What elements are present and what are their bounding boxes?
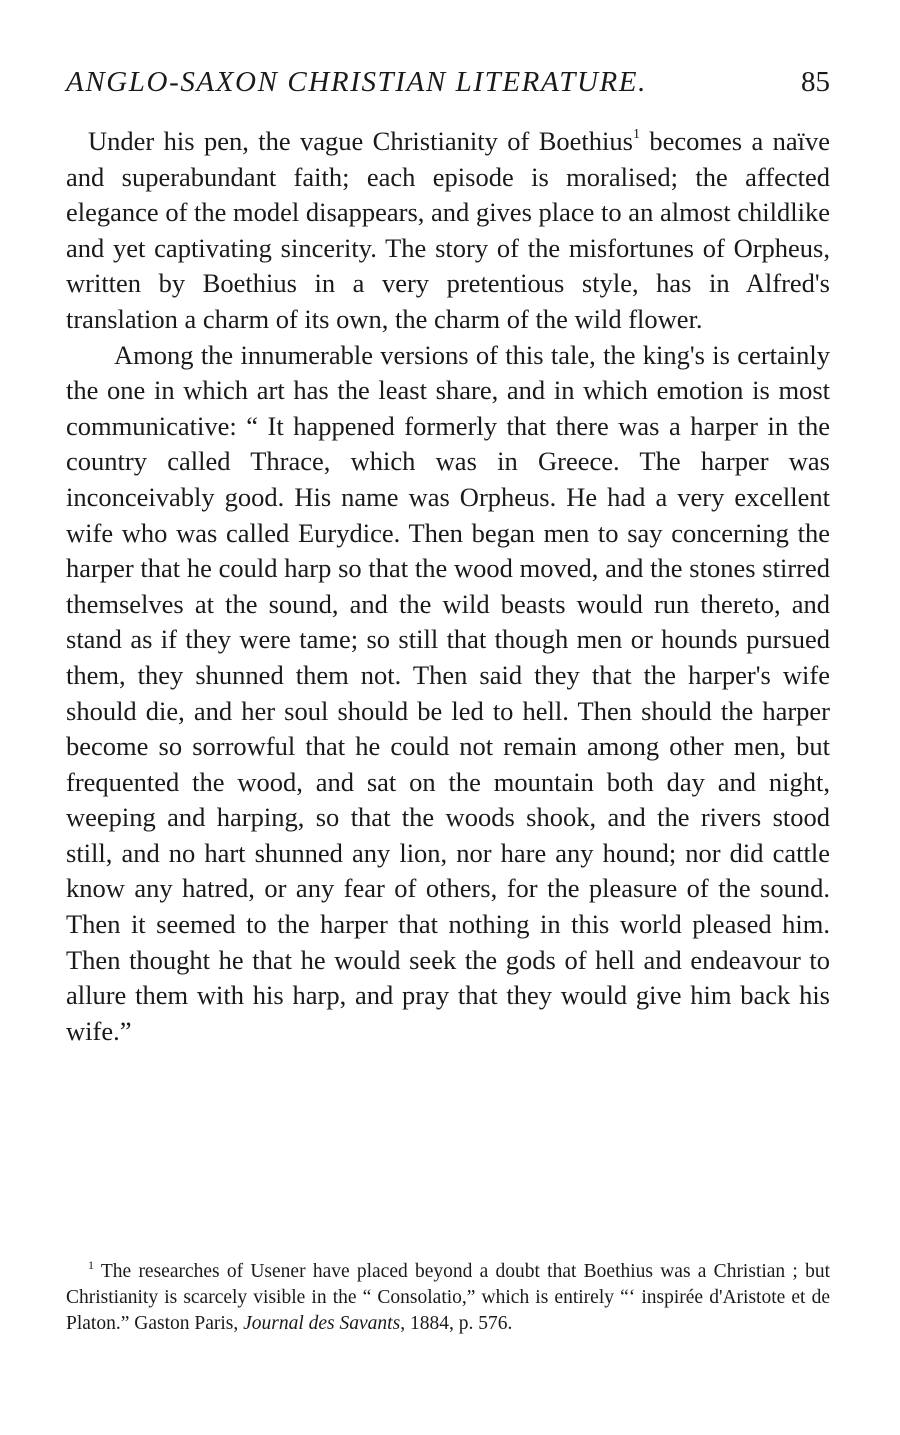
- footnote-paragraph: [66, 1259, 830, 1337]
- running-header: [66, 62, 830, 102]
- running-title: ANGLO-SAXON CHRISTIAN LITERATURE.: [66, 66, 647, 98]
- footnote-mark: 1: [88, 1258, 94, 1272]
- paragraph-orpheus: Among the innumerable versions of this tale, the king's is certainly the one in which art has the least share, and in which emotion is most communicative: “ It happened formerly that there was a harper in the country called Thrace, which was in Greece. The harper was inconceivably good. His name was Orpheus. He had a very excellent wife who was called Eurydice. Then began men to say concerning the harper that he could harp so that the wood moved, and the stones stirred themselves at the sound, and the wild beasts would run thereto, and stand as if they were tame; so still that though men or hounds pursued them, they shunned them not. Then said they that the harper's wife should die, and her soul should be led to hell. Then should the harper become so sorrowful that he could not remain among other men, but frequented the wood, and sat on the mountain both day and night, weeping and harping, so that the woods shook, and the rivers stood still, and no hart shunned any lion, nor hare any hound; nor did cattle know any hatred, or any fear of others, for the pleasure of the sound. Then it seemed to the harper that nothing in this world pleased him. Then thought he that he would seek the gods of hell and endeavour to allure them with his harp, and pray that they would give him back his wife.”: [66, 339, 830, 1046]
- book-page: [66, 0, 830, 1435]
- paragraph-1-text-end: becomes a naïve and superabundant faith; each episode is moralised; the affected elegance of the model disappears, and gives place to an almost childlike and yet captivating sincerity. The story of the misfortunes of Orpheus, written by Boethius in a very pretentious style, has in Alfred's translation a charm of its own, the charm of the wild flower.: [66, 126, 830, 334]
- footnote-journal-title: Journal des Savants: [243, 1313, 401, 1334]
- body-text: [66, 124, 830, 1049]
- paragraph-boethius: [66, 124, 830, 338]
- footnote-text: The researches of Usener have placed beyond a doubt that Boethius was a Christian ; but Christianity is scarcely visible in the “ Consolatio,” which is entirely “‘ inspirée d'Aristote et de Platon.” Gaston Paris,: [66, 1261, 830, 1334]
- footnote-reference: 1: [632, 127, 640, 142]
- page-number: 85: [801, 66, 830, 98]
- footnote-citation: , 1884, p. 576.: [400, 1313, 513, 1334]
- footnote: [66, 1259, 830, 1337]
- paragraph-1-text-start: Under his pen, the vague Christianity of Boethius: [88, 126, 633, 156]
